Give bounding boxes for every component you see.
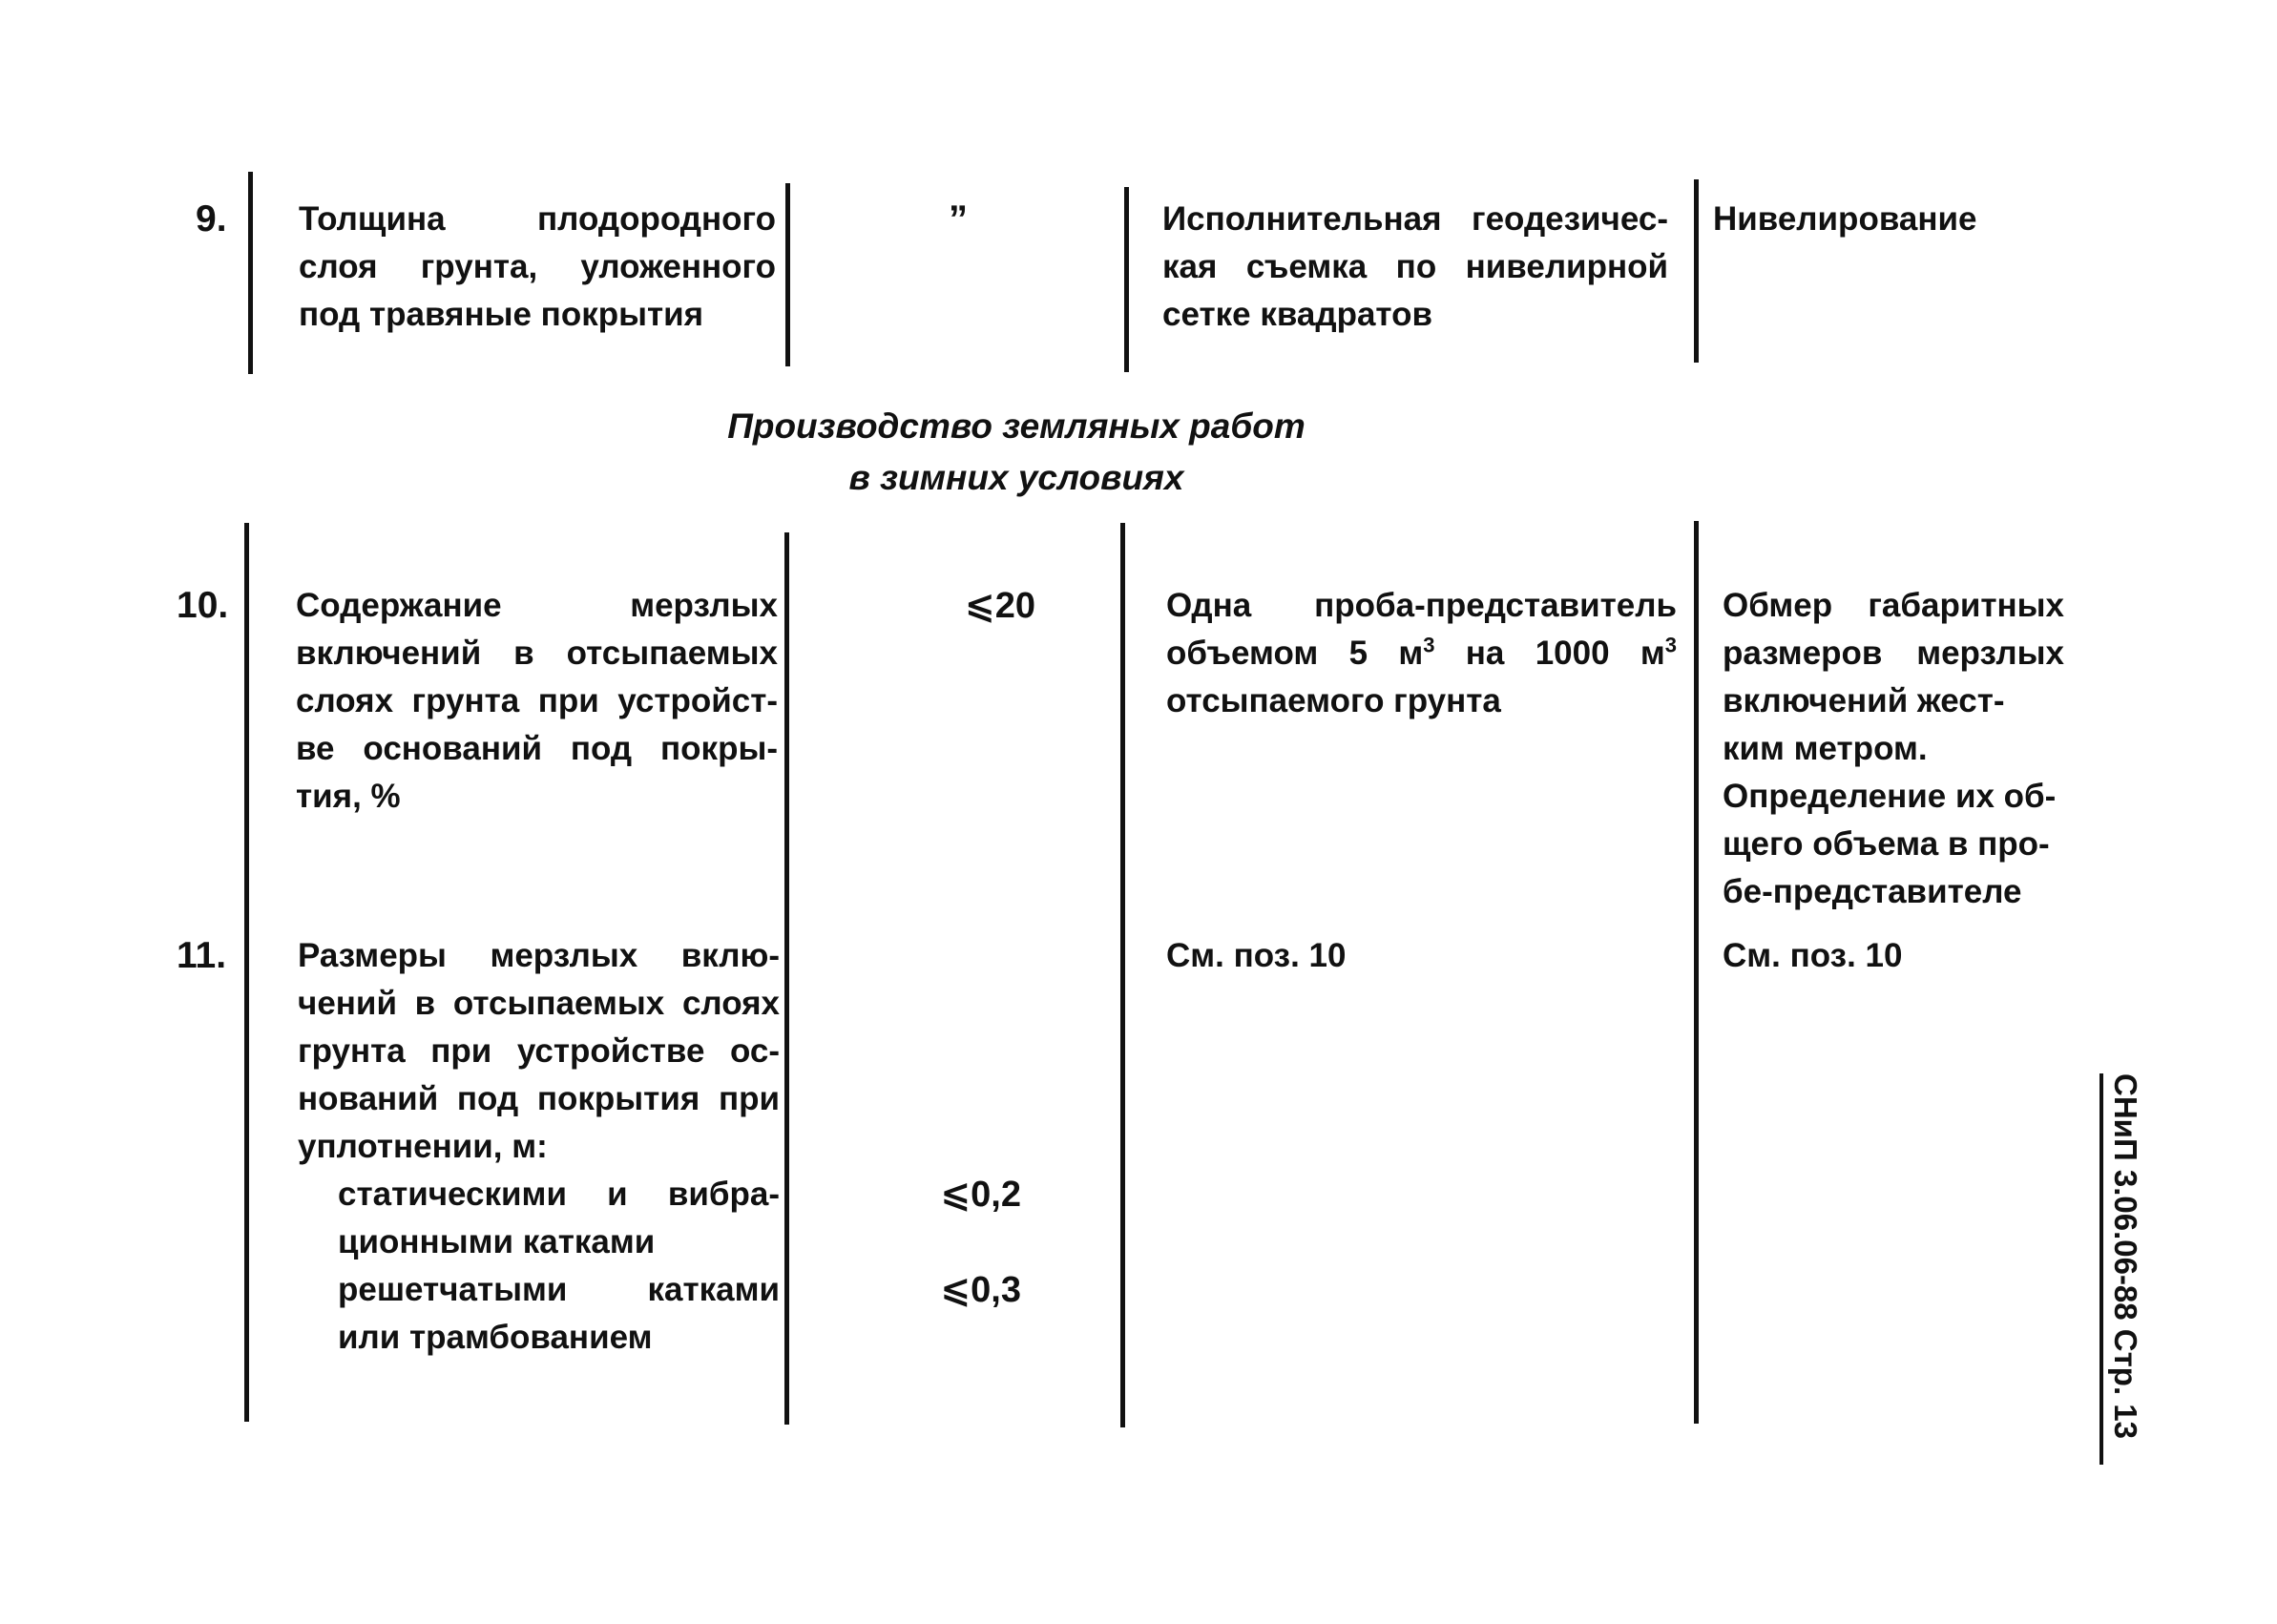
- text-line: [1166, 630, 1677, 677]
- column-rule: [1120, 523, 1125, 1427]
- stamp-text: СНиП 3.06.06-88 Стр. 13: [2108, 1073, 2143, 1439]
- superscript: 3: [1423, 633, 1435, 657]
- row-number: 11.: [177, 935, 227, 976]
- text-line: кая съемка по нивелирной: [1162, 248, 1668, 285]
- text-line: отсыпаемого грунта: [1166, 682, 1501, 719]
- method-cell: Нивелирование: [1713, 200, 1977, 238]
- text-line: сетке квадратов: [1162, 296, 1432, 333]
- column-rule: [244, 523, 249, 1422]
- text-line: Содержание мерзлых: [296, 587, 778, 624]
- control-cell: См. поз. 10: [1166, 937, 1347, 974]
- text-line: включений жест-: [1723, 682, 2005, 719]
- text-line: слоях грунта при устройст-: [296, 682, 778, 719]
- text-line: уплотнении, м:: [298, 1128, 548, 1165]
- text-line: Одна проба-представитель: [1166, 587, 1677, 624]
- text-line: включений в отсыпаемых: [296, 635, 778, 672]
- subitem-static-rollers: [338, 1171, 780, 1266]
- heading-line: Производство земляных работ: [727, 406, 1306, 446]
- limit-value: ⩽20: [964, 586, 1035, 626]
- text-line: решетчатыми катками: [338, 1271, 780, 1308]
- section-heading: [573, 401, 1460, 504]
- row-number: 9.: [196, 198, 227, 239]
- column-rule: [1124, 187, 1129, 372]
- text-line: Обмер габаритных: [1723, 587, 2064, 624]
- row-number: 10.: [177, 585, 229, 626]
- limit-value: ⩽0,2: [940, 1175, 1021, 1215]
- column-rule: [1694, 179, 1699, 363]
- control-cell: [1166, 582, 1677, 725]
- parameter-cell: [299, 196, 776, 339]
- column-rule: [784, 532, 789, 1425]
- text-line: грунта при устройстве ос-: [298, 1032, 780, 1070]
- text-line: щего объема в про-: [1723, 825, 2050, 863]
- text-part: на 1000 м: [1434, 635, 1665, 672]
- page-stamp: [2099, 1073, 2151, 1465]
- text-line: слоя грунта, уложенного: [299, 248, 776, 285]
- text-line: Исполнительная геодезичес-: [1162, 200, 1668, 238]
- control-cell: [1162, 196, 1668, 339]
- heading-line: в зимних условиях: [848, 458, 1184, 497]
- column-rule: [1694, 521, 1699, 1424]
- parameter-cell: [298, 932, 780, 1171]
- text-line: нований под покрытия при: [298, 1080, 780, 1117]
- method-cell: См. поз. 10: [1723, 937, 1903, 974]
- parameter-cell: [296, 582, 778, 821]
- limit-value: ⩽0,3: [940, 1270, 1021, 1310]
- text-part: объемом 5 м: [1166, 635, 1424, 672]
- method-cell: [1723, 582, 2064, 916]
- subitem-lattice-rollers: [338, 1266, 780, 1362]
- text-line: под травяные покрытия: [299, 296, 704, 333]
- text-line: Толщина плодородного: [299, 200, 776, 238]
- text-line: Определение их об-: [1723, 778, 2057, 815]
- column-rule: [248, 172, 253, 374]
- text-line: статическими и вибра-: [338, 1176, 780, 1213]
- text-line: ким метром.: [1723, 730, 1928, 767]
- text-line: тия, %: [296, 778, 401, 815]
- text-line: бе-представителе: [1723, 873, 2022, 910]
- text-line: или трамбованием: [338, 1319, 653, 1356]
- superscript: 3: [1664, 633, 1677, 657]
- text-line: ционными катками: [338, 1223, 656, 1260]
- text-line: Размеры мерзлых вклю-: [298, 937, 780, 974]
- limit-value: ”: [949, 198, 968, 240]
- text-line: размеров мерзлых: [1723, 635, 2064, 672]
- text-line: ве оснований под покры-: [296, 730, 778, 767]
- text-line: чений в отсыпаемых слоях: [298, 985, 780, 1022]
- column-rule: [785, 183, 790, 366]
